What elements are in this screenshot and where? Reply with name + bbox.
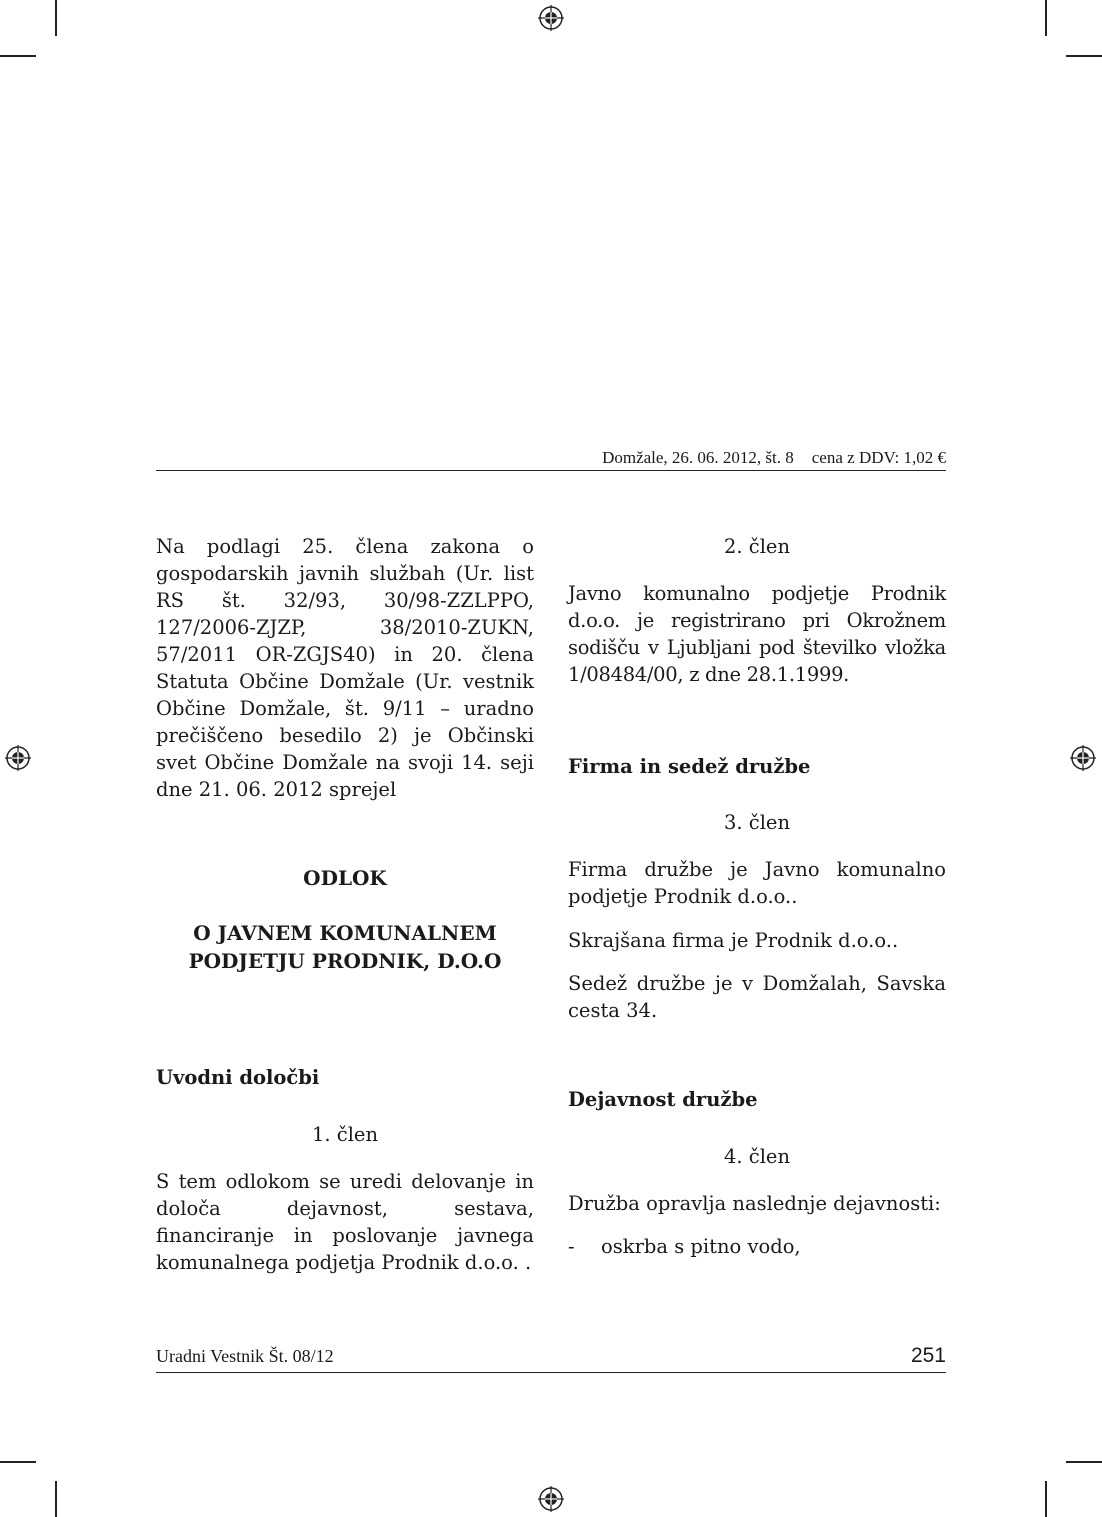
page-number: 251 (910, 1344, 946, 1367)
list-item (568, 1233, 946, 1260)
article-1-heading: 1. člen (311, 1123, 379, 1146)
running-footer (156, 1344, 946, 1373)
document-subtitle-line2: PODJETJU PRODNIK, D.O.O (188, 949, 502, 973)
crop-mark-bottom-right-vertical (1045, 1481, 1047, 1517)
crop-mark-top-left-horizontal (0, 55, 36, 57)
registration-mark-icon (538, 1486, 564, 1512)
list-bullet: - (568, 1235, 575, 1258)
crop-mark-bottom-right-horizontal (1066, 1461, 1102, 1463)
article-4-heading: 4. člen (723, 1145, 791, 1168)
document-subtitle-line1: O JAVNEM KOMUNALNEM (193, 921, 497, 945)
article-2-heading: 2. člen (723, 535, 791, 558)
header-price: cena z DDV: 1,02 € (811, 448, 946, 467)
document-title: ODLOK (303, 866, 387, 890)
registration-mark-icon (5, 745, 31, 771)
article-1-text: S tem odlokom se uredi delovanje in določa dejavnost, sestava, financiranje in poslovanje javnega komunalnega podjetja Prodnik d.o.o. . (156, 1170, 534, 1274)
article-3-heading: 3. člen (723, 811, 791, 834)
right-column (568, 533, 946, 1260)
registration-mark-icon (538, 5, 564, 31)
intro-paragraph: Na podlagi 25. člena zakona o gospodarskih javnih službah (Ur. list RS št. 32/93, 30/98-ZZLPPO, 127/2006-ZJZP, 38/2010-ZUKN, 57/2011 OR-ZGJS40) in 20. člena Statuta Občine Domžale (Ur. vestnik Občine Domžale, št. 9/11 – uradno prečiščeno besedilo 2) je Občinski svet Občine Domžale na svoji 14. seji dne 21. 06. 2012 sprejel (156, 535, 534, 801)
crop-mark-bottom-left-horizontal (0, 1461, 36, 1463)
section-heading-dejavnost: Dejavnost družbe (568, 1088, 758, 1111)
article-2-text: Javno komunalno podjetje Prodnik d.o.o. je registrirano pri Okrožnem sodišču v Ljubljani pod številko vložka 1/08484/00, z dne 28.1.1999. (568, 582, 946, 686)
section-heading-uvodni: Uvodni določbi (156, 1066, 320, 1089)
crop-mark-top-left-vertical (55, 0, 57, 36)
article-3-paragraph-3: Sedež družbe je v Domžalah, Savska cesta 34. (568, 972, 946, 1022)
article-3-paragraph-2: Skrajšana firma je Prodnik d.o.o.. (568, 929, 899, 952)
article-3-paragraph-1: Firma družbe je Javno komunalno podjetje Prodnik d.o.o.. (568, 858, 946, 908)
left-column (156, 533, 534, 1276)
article-4-text: Družba opravlja naslednje dejavnosti: (568, 1192, 941, 1215)
running-header (156, 448, 946, 471)
list-item-text: oskrba s pitno vodo, (601, 1235, 801, 1258)
publication-name: Uradni Vestnik Št. 08/12 (156, 1346, 334, 1366)
crop-mark-top-right-horizontal (1066, 55, 1102, 57)
header-place-date: Domžale, 26. 06. 2012, št. 8 (602, 448, 794, 467)
crop-mark-bottom-left-vertical (55, 1481, 57, 1517)
registration-mark-icon (1070, 745, 1096, 771)
crop-mark-top-right-vertical (1045, 0, 1047, 36)
section-heading-firma: Firma in sedež družbe (568, 755, 811, 778)
